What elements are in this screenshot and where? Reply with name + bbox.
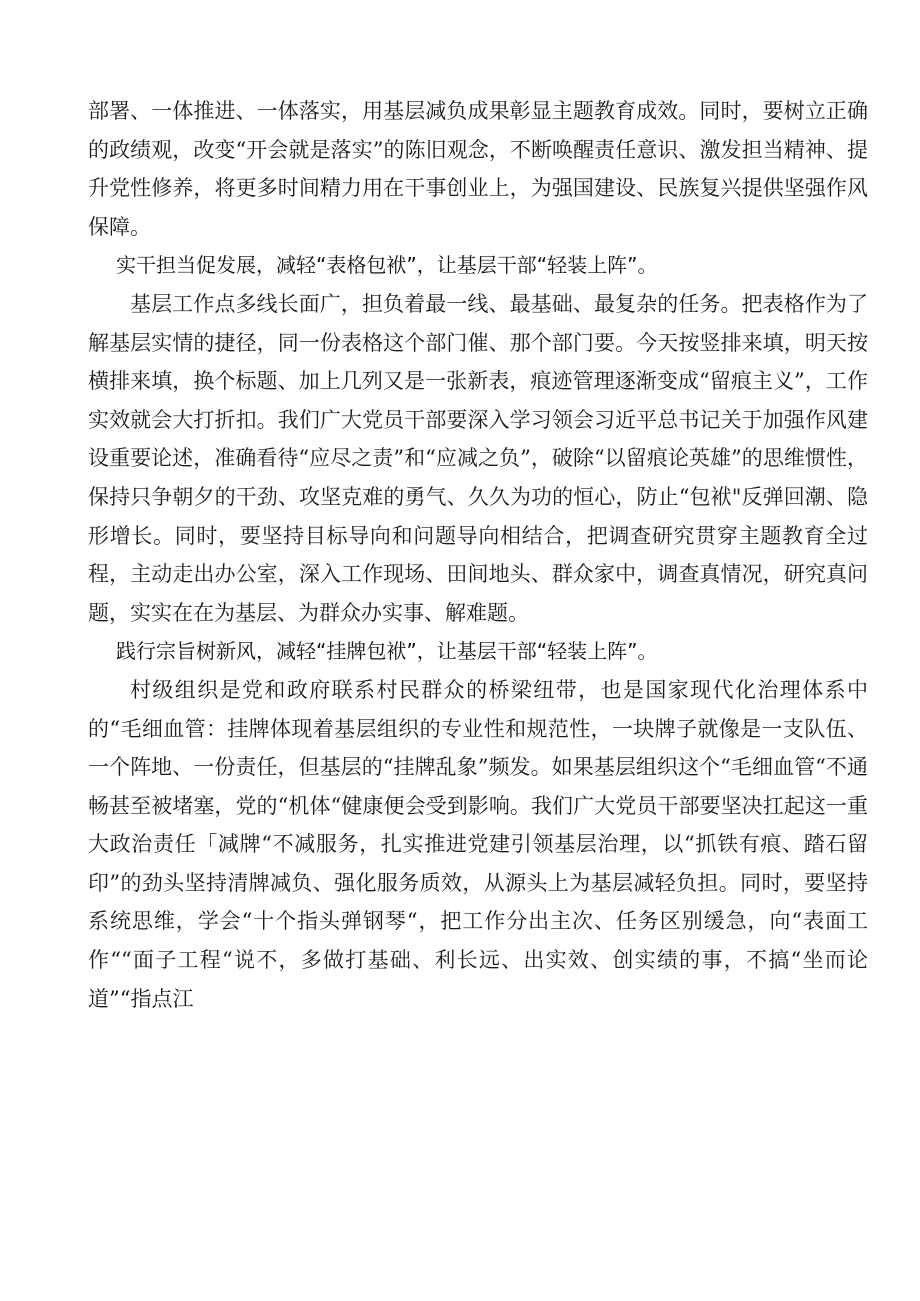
body-paragraph-1: 部署、一体推进、一体落实，用基层减负成果彰显主题教育成效。同时，要树立正确的政绩观，改变“开会就是落实”的陈旧观念，不断唤醒责任意识、激发担当精神、提升党性修养，将更多时间精力用在干事创业上，为强国建设、民族复兴提供坚强作风保障。 (88, 99, 868, 239)
body-paragraph-2: 基层工作点多线长面广，担负着最一线、最基础、最复杂的任务。把表格作为了解基层实情的捷径，同一份表格这个部门催、那个部门要。今天按竖排来填，明天按横排来填，换个标题、加上几列又是一张新表，痕迹管理逐渐变成“留痕主义”，工作实效就会大打折扣。我们广大党员干部要深入学习领会习近平总书记关于加强作风建设重要论述，准确看待“应尽之责”和“应减之负”，破除“以留痕论英雄”的思维惯性，保持只争朝夕的干劲、攻坚克难的勇气、久久为功的恒心，防止“包袱"反弹回潮、隐形增长。同时，要坚持目标导向和问题导向相结合，把调查研究贯穿主题教育全过程，主动走出办公室，深入工作现场、田间地头、群众家中，调查真情况，研究真问题，实实在在为基层、为群众办实事、解难题。 (88, 291, 868, 625)
document-page (88, 92, 868, 1018)
section-heading-1: 实干担当促发展，减轻“表格包袱”，让基层干部“轻装上阵”。 (116, 253, 658, 278)
section-heading-2: 践行宗旨树新风，减轻“挂牌包袱”，让基层干部“轻装上阵”。 (116, 639, 658, 664)
body-paragraph-3: 村级组织是党和政府联系村民群众的桥梁纽带，也是国家现代化治理体系中的“毛细血管：挂牌体现着基层组织的专业性和规范性，一块牌子就像是一支队伍、一个阵地、一份责任，但基层的“挂牌乱象”频发。如果基层组织这个“毛细血管“不通畅甚至被堵塞，党的“机体“健康便会受到影响。我们广大党员干部要坚决扛起这一重大政治责任「减牌“不减服务，扎实推进党建引领基层治理，以“抓铁有痕、踏石留印”的劲头坚持清牌减负、强化服务质效，从源头上为基层减轻负担。同时，要坚持系统思维，学会“十个指头弹钢琴“，把工作分出主次、任务区别缓急，向“表面工作““面子工程“说不，多做打基础、利长远、出实效、创实绩的事，不搞“坐而论道”“指点江 (88, 677, 868, 1011)
